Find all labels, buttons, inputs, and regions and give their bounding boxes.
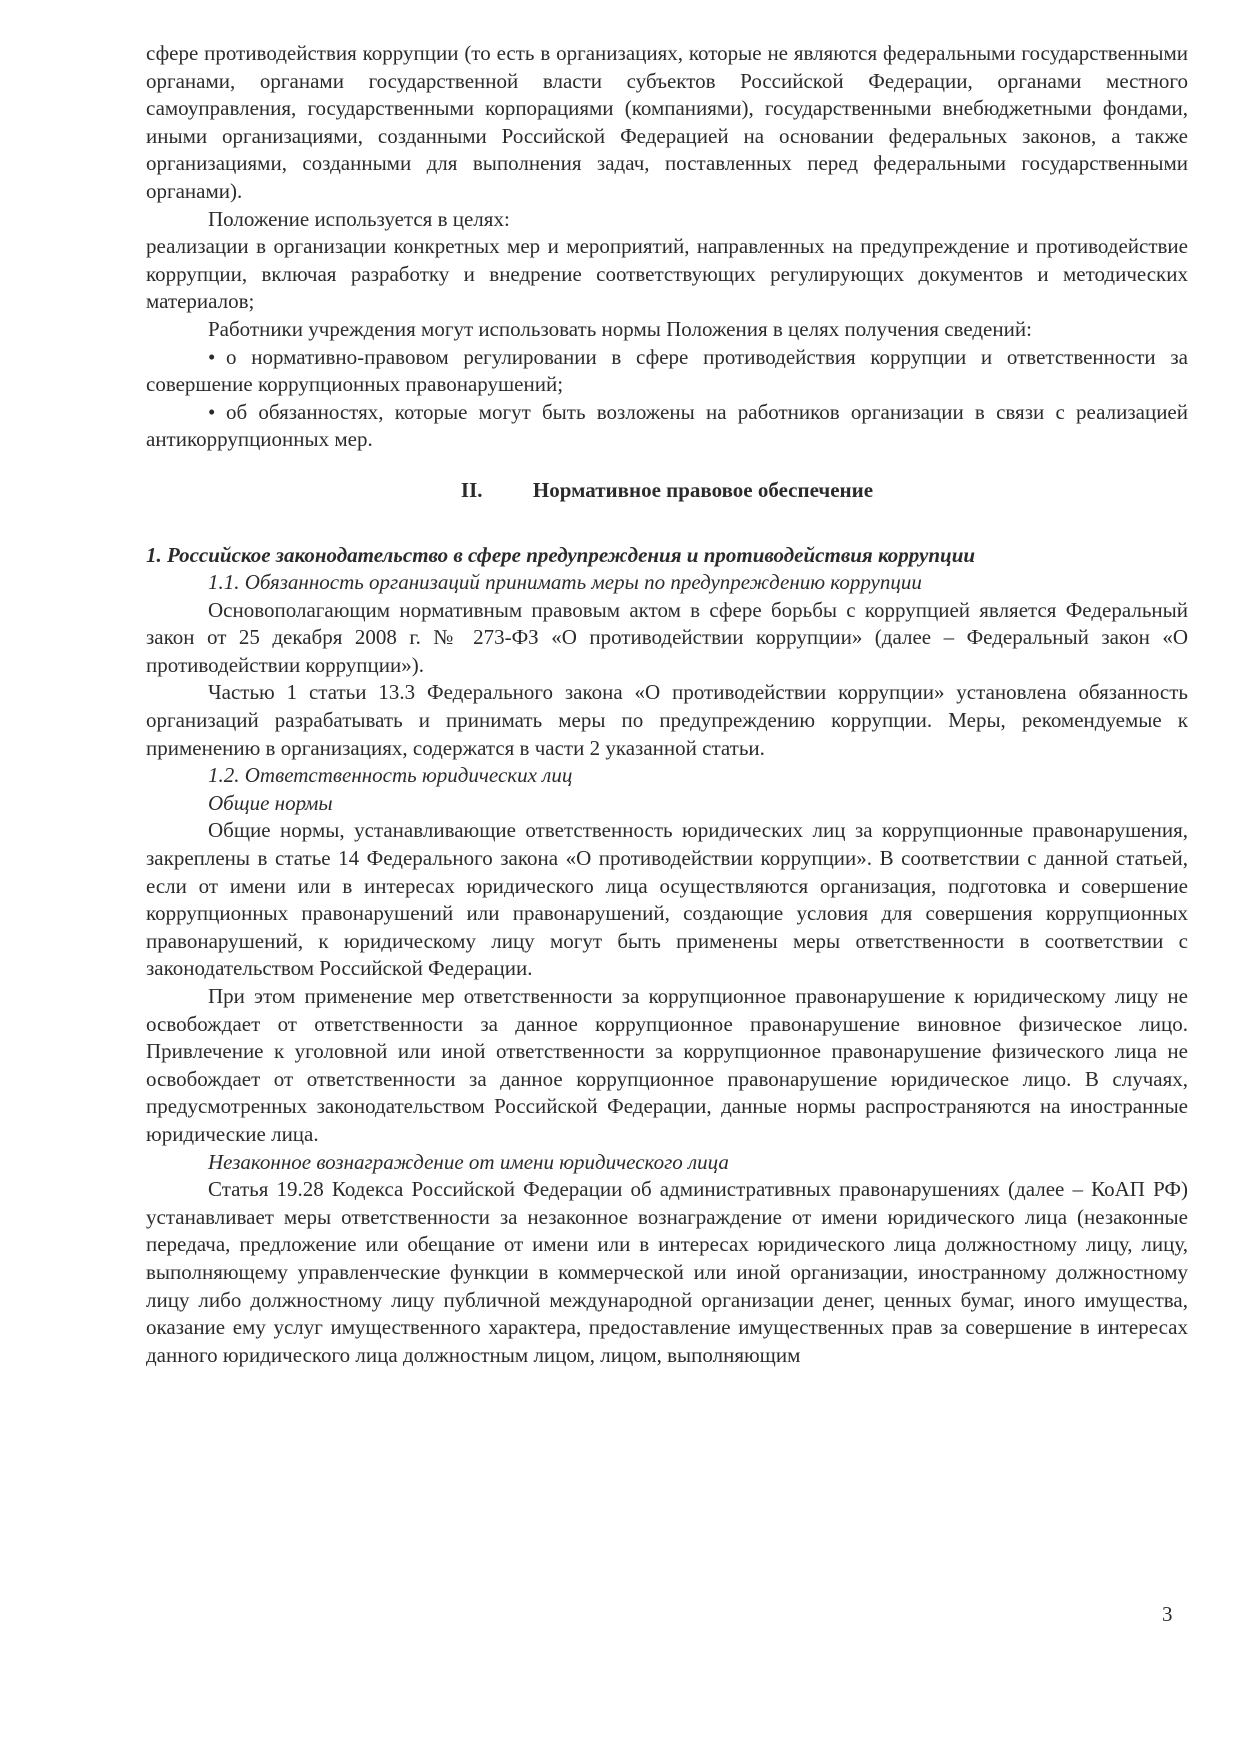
subsection-heading-1: 1. Российское законодательство в сфере предупреждения и противодействия коррупции — [146, 542, 976, 567]
bullet-icon: • — [208, 344, 216, 369]
paragraph-employees: Работники учреждения могут использовать нормы Положения в целях получения сведений: — [208, 316, 1032, 341]
paragraph-federal-law: Основополагающим нормативным правовым актом в сфере борьбы с коррупцией является Федеральный закон от 25 декабря 2008 г. № 273-ФЗ «О противодействии коррупции» (далее – Федеральный закон «О противодействии коррупции»). — [146, 597, 1188, 677]
section-heading — [146, 477, 1188, 505]
paragraph-purpose-intro: Положение используется в целях: — [208, 206, 510, 231]
section-title: Нормативное правовое обеспечение — [532, 477, 874, 502]
subsection-heading-1-2: 1.2. Ответственность юридических лиц — [208, 763, 573, 788]
bullet-item — [146, 399, 1188, 454]
page-number: 3 — [1162, 1602, 1173, 1626]
paragraph-scope: сфере противодействия коррупции (то есть в организациях, которые не являются федеральными государственными органами, органами государственной власти субъектов Российской Федерации, органами местного самоуправления, государственными корпорациями (компаниями), государственными внебюджетными фондами, иными организациями, созданными Российской Федерацией на основании федеральных законов, а также организациями, созданными для выполнения задач, поставленных перед федеральными государственными органами). — [146, 41, 1188, 203]
paragraph-general-norms: Общие нормы, устанавливающие ответственность юридических лиц за коррупционные правонарушения, закреплены в статье 14 Федерального закона «О противодействии коррупции». В соответствии с данной статьей, если от имени или в интересах юридического лица осуществляются организация, подготовка и совершение коррупционных правонарушений или правонарушений, создающие условия для совершения коррупционных правонарушений, к юридическому лицу могут быть применены меры ответственности в соответствии с законодательством Российской Федерации. — [146, 818, 1188, 981]
bullet-icon: • — [208, 399, 216, 424]
paragraph-article-19-28: Статья 19.28 Кодекса Российской Федерации об административных правонарушениях (далее – КоАП РФ) устанавливает меры ответственности за незаконное вознаграждение от имени юридического лица (незаконные передача, предложение или обещание от имени или в интересах юридического лица должностному лицу, лицу, выполняющему управленческие функции в коммерческой или иной организации, иностранному должностному лицу либо должностному лицу публичной международной организации денег, ценных бумаг, иного имущества, оказание ему услуг имущественного характера, предоставление имущественных прав за совершение в интересах данного юридического лица должностным лицом, лицом, выполняющим — [146, 1177, 1188, 1367]
subsection-heading-1-1: 1.1. Обязанность организаций принимать меры по предупреждению коррупции — [208, 570, 922, 595]
bullet-text: о нормативно-правовом регулировании в сфере противодействия коррупции и ответственности за совершение коррупционных правонарушений; — [146, 344, 1188, 397]
paragraph-article-13-3: Частью 1 статьи 13.3 Федерального закона «О противодействии коррупции» установлена обязанность организаций разрабатывать и принимать меры по предупреждению коррупции. Меры, рекомендуемые к применению в организациях, содержатся в части 2 указанной статьи. — [146, 680, 1188, 760]
bullet-item — [146, 344, 1188, 399]
paragraph-purpose: реализации в организации конкретных мер и мероприятий, направленных на предупреждение и противодействие коррупции, включая разработку и внедрение соответствующих регулирующих документов и методических материалов; — [146, 234, 1188, 314]
section-number: II. — [460, 477, 483, 502]
document-page — [146, 40, 1188, 1369]
subheading-illegal-reward: Незаконное вознаграждение от имени юридического лица — [208, 1149, 729, 1174]
bullet-text: об обязанностях, которые могут быть возложены на работников организации в связи с реализацией антикоррупционных мер. — [146, 399, 1188, 452]
subheading-general-norms: Общие нормы — [208, 790, 333, 815]
paragraph-liability: При этом применение мер ответственности за коррупционное правонарушение к юридическому лицу не освобождает от ответственности за данное коррупционное правонарушение виновное физическое лицо. Привлечение к уголовной или иной ответственности за коррупционное правонарушение физического лица не освобождает от ответственности за данное коррупционное правонарушение юридическое лицо. В случаях, предусмотренных законодательством Российской Федерации, данные нормы распространяются на иностранные юридические лица. — [146, 984, 1188, 1146]
